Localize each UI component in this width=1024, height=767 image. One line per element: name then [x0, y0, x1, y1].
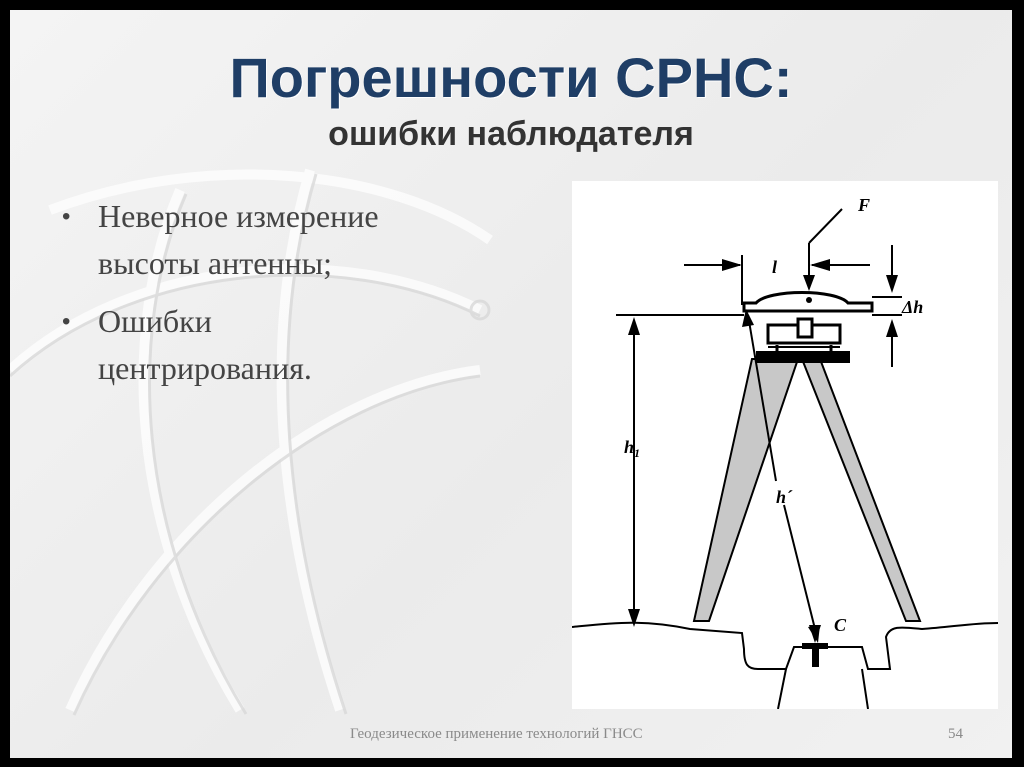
l-arrow-left-head [722, 259, 742, 271]
slide-footer: Геодезическое применение технологий ГНСС [350, 726, 643, 742]
dh-arrow-bottom-head [886, 319, 898, 337]
h-prime-label: h´ [776, 487, 793, 507]
h1-arrow-top [628, 317, 640, 335]
phase-center-point [806, 297, 812, 303]
slide [10, 10, 1012, 758]
bullet-text-line: Ошибки [98, 303, 212, 339]
bullet-text-line: Неверное измерение [98, 198, 379, 234]
benchmark-stem [812, 643, 819, 667]
bullet-icon: • [62, 308, 71, 335]
benchmark-arrow [809, 625, 821, 643]
l-label: l [772, 257, 778, 277]
diagram-drawing [572, 181, 998, 709]
bullet-list [58, 193, 478, 403]
bullet-text-line: центрирования. [98, 350, 312, 386]
h1-arrow-bottom [628, 609, 640, 627]
bullet-item [58, 193, 478, 287]
tribrach-center [798, 319, 812, 337]
dh-arrow-top-head [886, 275, 898, 293]
l-arrow-right-head [810, 259, 830, 271]
c-label: C [834, 615, 847, 635]
ground-surface [572, 623, 998, 669]
f-label: F [858, 195, 871, 215]
bullet-text-line: высоты антенны; [98, 245, 333, 281]
pillar-right-edge [862, 669, 868, 709]
tripod-leg-right [802, 359, 920, 621]
slide-subtitle: ошибки наблюдателя [328, 115, 694, 153]
h1-label: $h_1$ [624, 437, 641, 460]
pillar-left-edge [778, 669, 786, 709]
f-pointer-arrow [803, 275, 815, 291]
slide-title: Погрешности СРНС: [229, 46, 793, 109]
bullet-icon: • [62, 203, 71, 230]
dh-label: Δh [902, 297, 924, 317]
bullet-item [58, 298, 478, 392]
f-pointer-diagonal [809, 209, 842, 243]
tripod-head [756, 351, 850, 363]
page-number: 54 [948, 726, 963, 742]
slant-height-line-lower [784, 505, 816, 633]
antenna-height-diagram [572, 181, 998, 709]
